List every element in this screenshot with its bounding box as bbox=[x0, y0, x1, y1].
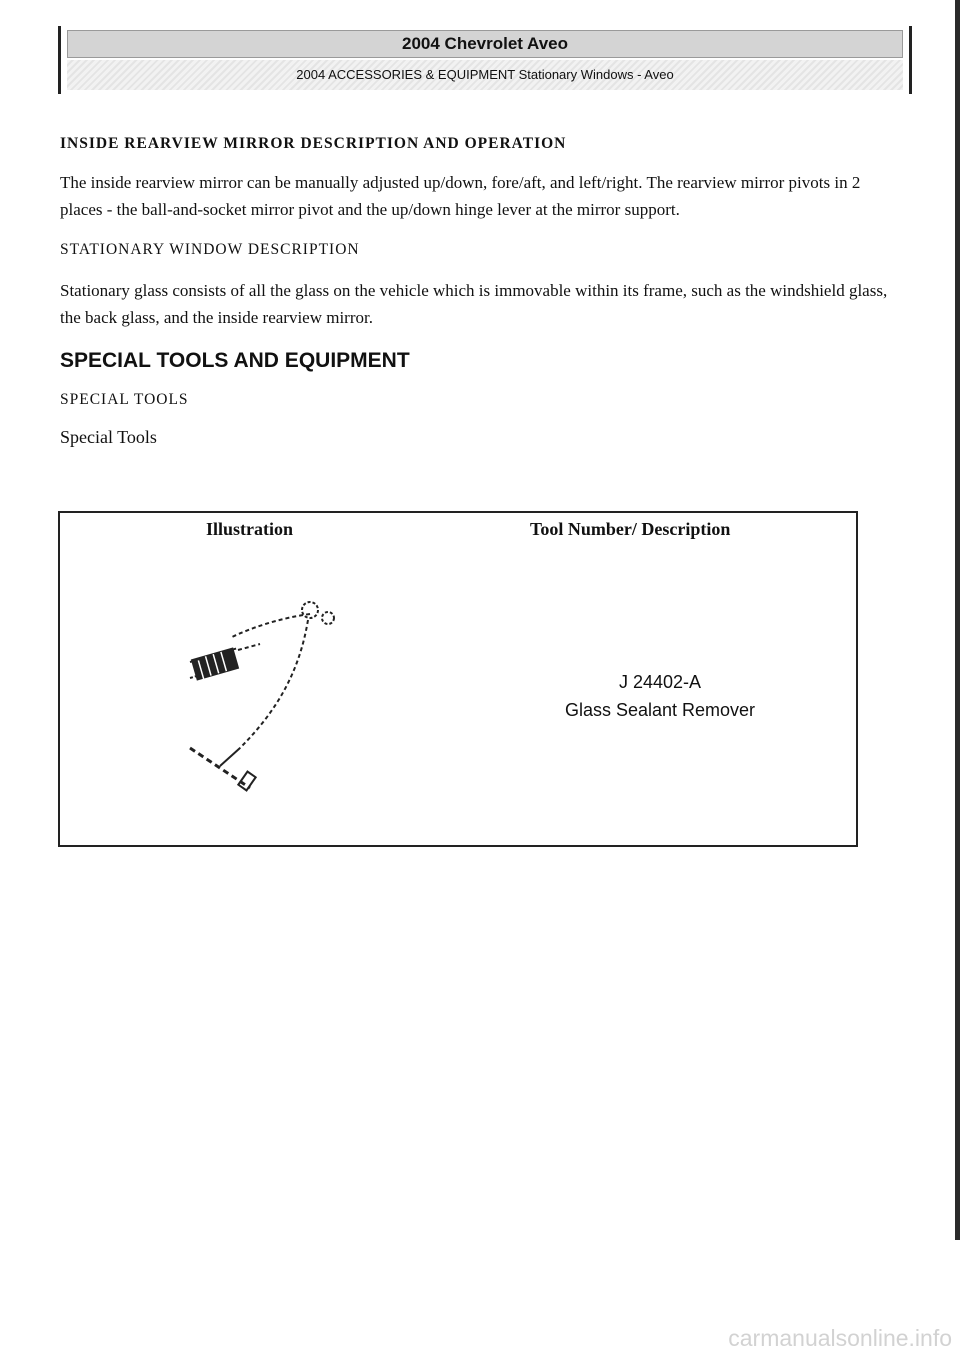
column-header-illustration: Illustration bbox=[206, 519, 294, 539]
window-heading: STATIONARY WINDOW DESCRIPTION bbox=[60, 241, 360, 258]
glass-sealant-remover-icon bbox=[160, 588, 340, 798]
special-tools-subheading: SPECIAL TOOLS bbox=[60, 391, 189, 408]
table-caption: Special Tools bbox=[60, 427, 157, 447]
window-paragraph: Stationary glass consists of all the glass on the vehicle which is immovable within its frame, such as the windshield glass, the back glass, and the inside rearview mirror. bbox=[60, 281, 888, 327]
column-header-tool-number: Tool Number/ Description bbox=[530, 519, 731, 539]
page-edge-bar bbox=[955, 0, 960, 1240]
tool-description bbox=[460, 668, 860, 724]
special-tools-heading: SPECIAL TOOLS AND EQUIPMENT bbox=[60, 349, 410, 372]
tool-number: J 24402-A bbox=[618, 672, 702, 692]
document-body bbox=[60, 135, 895, 448]
mirror-heading: INSIDE REARVIEW MIRROR DESCRIPTION AND OPERATION bbox=[60, 135, 567, 152]
page-header bbox=[58, 26, 912, 94]
tool-name: Glass Sealant Remover bbox=[564, 700, 756, 720]
header-subtitle: 2004 ACCESSORIES & EQUIPMENT Stationary Windows - Aveo bbox=[67, 60, 903, 90]
header-title: 2004 Chevrolet Aveo bbox=[67, 30, 903, 58]
mirror-paragraph: The inside rearview mirror can be manually adjusted up/down, fore/aft, and left/right. The rearview mirror pivots in 2 places - the ball-and-socket mirror pivot and the up/down hinge lever at the mirror support. bbox=[60, 173, 861, 219]
watermark: carmanualsonline.info bbox=[728, 1325, 952, 1351]
